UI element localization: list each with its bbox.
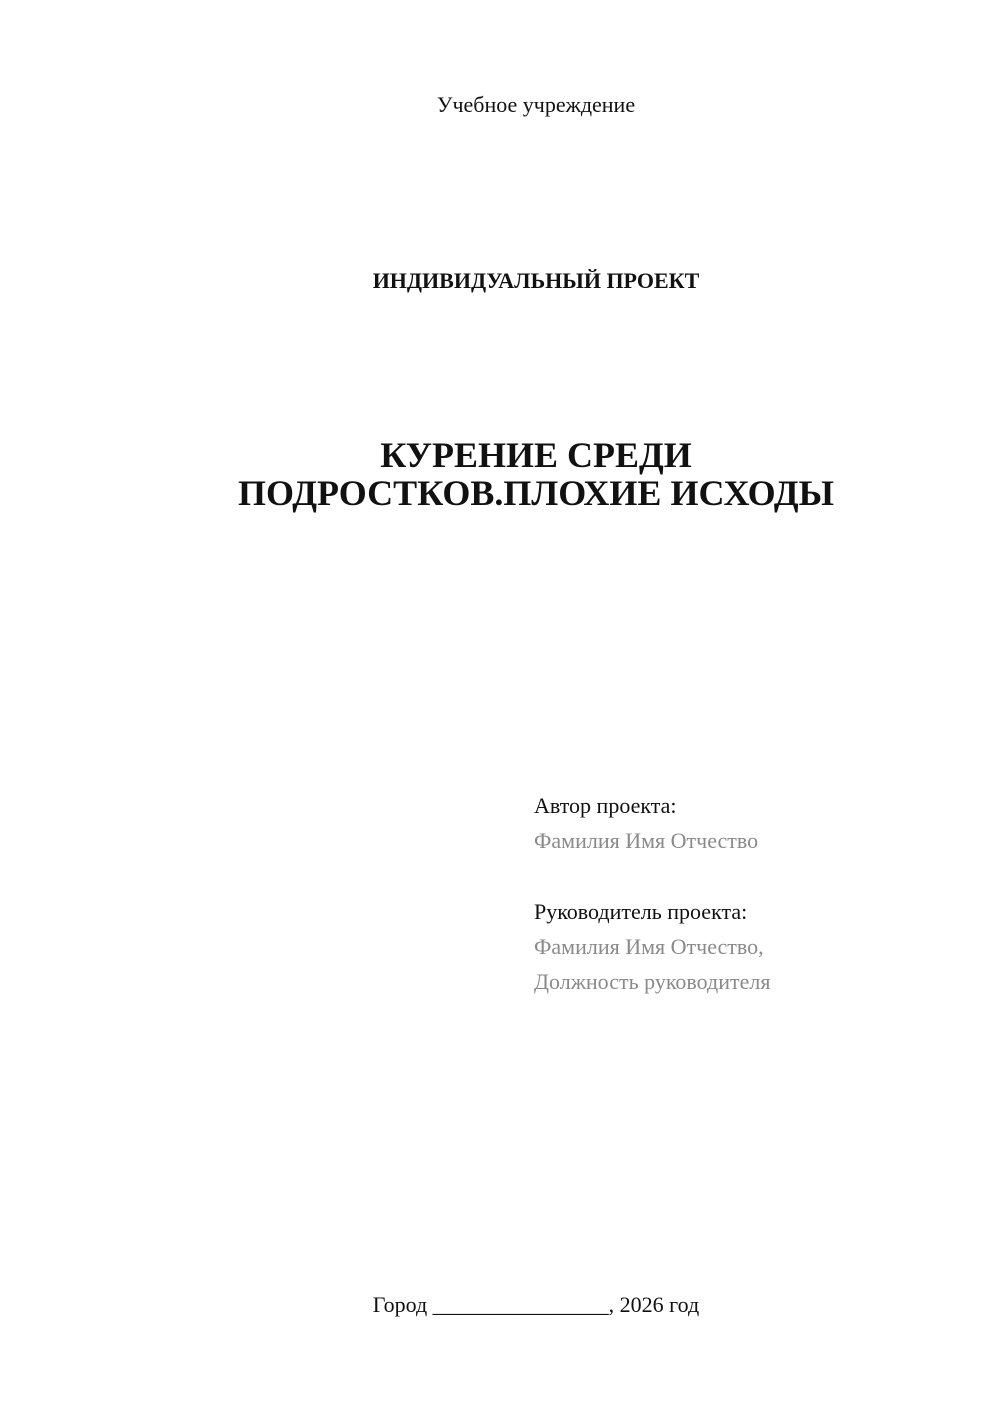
author-label: Автор проекта: (534, 793, 677, 818)
author-name: Фамилия Имя Отчество (534, 828, 759, 853)
project-title-line-1: КУРЕНИЕ СРЕДИ (380, 435, 692, 475)
project-type-heading: ИНДИВИДУАЛЬНЫЙ ПРОЕКТ (372, 268, 700, 293)
project-title (0, 436, 1000, 512)
supervisor-position: Должность руководителя (534, 969, 771, 994)
project-title-line-2: ПОДРОСТКОВ.ПЛОХИЕ ИСХОДЫ (237, 473, 835, 513)
institution-name: Учебное учреждение (436, 92, 636, 117)
project-credits (534, 788, 974, 999)
supervisor-label: Руководитель проекта: (534, 899, 748, 924)
city-year-line: Город ________________, 2026 год (372, 1292, 700, 1317)
credits-spacer (534, 858, 974, 894)
supervisor-name: Фамилия Имя Отчество, (534, 934, 764, 959)
